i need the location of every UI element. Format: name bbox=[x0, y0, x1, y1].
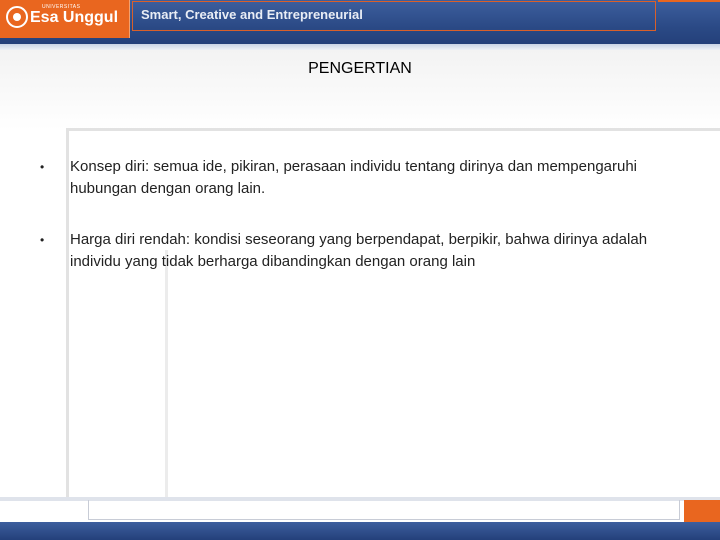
logo-subtitle: UNIVERSITAS bbox=[42, 4, 81, 10]
logo-name: Esa Unggul bbox=[30, 9, 119, 26]
footer-accent bbox=[684, 500, 720, 522]
bullet-item bbox=[40, 229, 680, 273]
bullet-text: Harga diri rendah: kondisi seseorang yang berpendapat, berpikir, bahwa dirinya adalah individu yang tidak berharga dibandingkan dengan orang lain bbox=[70, 231, 648, 270]
footer-bar bbox=[0, 522, 720, 540]
bullet-list bbox=[40, 156, 680, 302]
bullet-item bbox=[40, 156, 680, 200]
tagline: Smart, Creative and Entrepreneurial bbox=[141, 7, 363, 22]
bullet-dot-icon: • bbox=[40, 160, 45, 174]
university-seal-icon bbox=[6, 6, 28, 28]
slide-title: PENGERTIAN bbox=[308, 60, 412, 77]
footer-box bbox=[88, 500, 680, 520]
bullet-text: Konsep diri: semua ide, pikiran, perasaan individu tentang dirinya dan mempengaruhi hubungan dengan orang lain. bbox=[70, 158, 638, 197]
logo bbox=[0, 0, 130, 38]
bullet-dot-icon: • bbox=[40, 233, 45, 247]
header-accent bbox=[658, 0, 720, 2]
